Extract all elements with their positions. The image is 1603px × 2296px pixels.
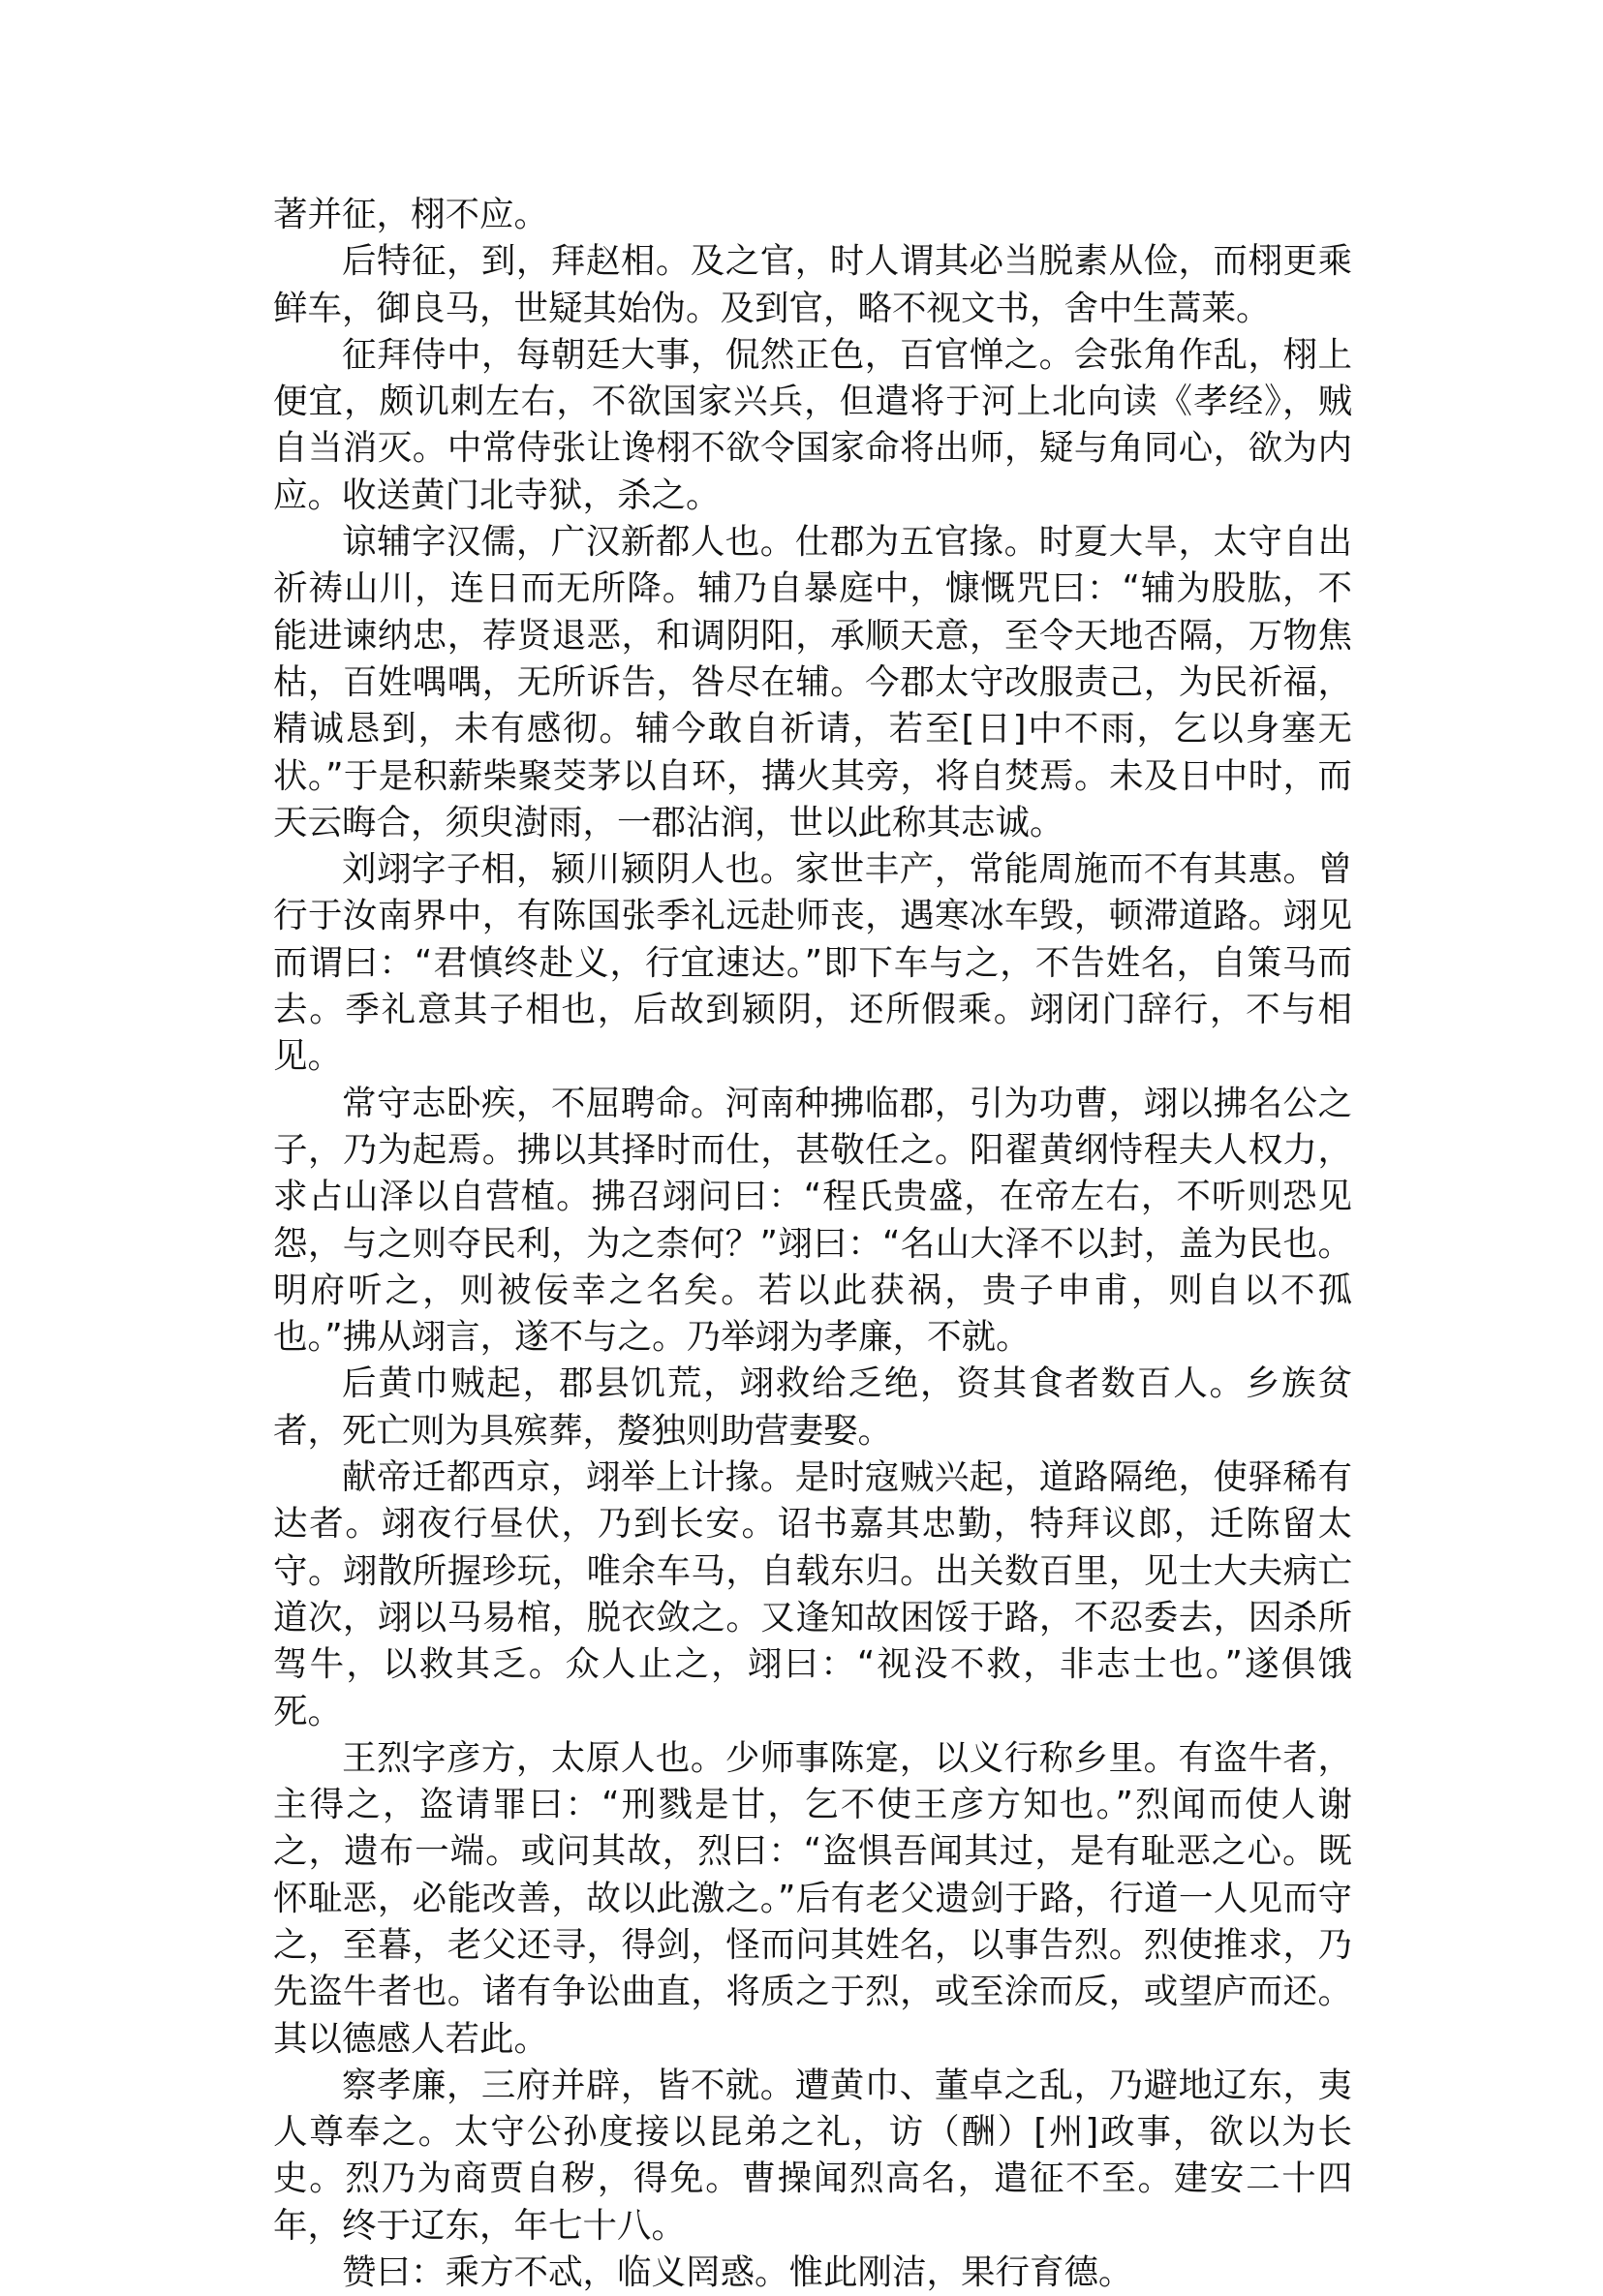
paragraph-zan: 赞曰：乘方不忒，临义罔惑。惟此刚洁，果行育德。 — [342, 2252, 1133, 2293]
paragraph: 王烈字彦方，太原人也。少师事陈寔，以义行称乡里。有盗牛者，主得之，盗请罪曰：“刑戮是甘，乞不使王彦方知也。”烈闻而使人谢之，遗布一端。或问其故，烈曰：“盗惧吾闻其过，是有耻恶之心。既怀耻恶，必能改善，故以此激之。”后有老父遗剑于路，行道一人见而守之，至暮，老父还寻，得剑，怪而问其姓名，以事告烈。烈使推求，乃先盗牛者也。诸有争讼曲直，将质之于烈，或至涂而反，或望庐而还。其以德感人若此。 — [273, 1737, 1352, 2059]
paragraph: 征拜侍中，每朝廷大事，侃然正色，百官惮之。会张角作乱，栩上便宜，颇讥刺左右，不欲国家兴兵，但遣将于河上北向读《孝经》，贼自当消灭。中常侍张让谗栩不欲令国家命将出师，疑与角同心，欲为内应。收送黄门北寺狱，杀之。 — [273, 334, 1352, 515]
paragraph: 后黄巾贼起，郡县饥荒，翊救给乏绝，资其食者数百人。乡族贫者，死亡则为具殡葬，嫠独则助营妻娶。 — [273, 1363, 1352, 1451]
paragraph: 谅辅字汉儒，广汉新都人也。仕郡为五官掾。时夏大旱，太守自出祈祷山川，连日而无所降。辅乃自暴庭中，慷慨咒曰：“辅为股肱，不能进谏纳忠，荐贤退恶，和调阴阳，承顺天意，至令天地否隔，万物焦枯，百姓喁喁，无所诉告，咎尽在辅。今郡太守改服责己，为民祈福，精诚恳到，未有感彻。辅今敢自祈请，若至[日]中不雨，乞以身塞无状。”于是积薪柴聚茭茅以自环，搆火其旁，将自焚焉。未及日中时，而天云晦合，须臾澍雨，一郡沾润，世以此称其志诚。 — [273, 522, 1352, 842]
paragraph: 刘翊字子相，颍川颍阴人也。家世丰产，常能周施而不有其惠。曾行于汝南界中，有陈国张季礼远赴师丧，遇寒冰车毁，顿滞道路。翊见而谓曰：“君慎终赴义，行宜速达。”即下车与之，不告姓名，自策马而去。季礼意其子相也，后故到颍阴，还所假乘。翊闭门辞行，不与相见。 — [273, 849, 1352, 1077]
paragraph-continuation: 著并征，栩不应。 — [273, 195, 549, 234]
paragraph: 献帝迁都西京，翊举上计掾。是时寇贼兴起，道路隔绝，使驿稀有达者。翊夜行昼伏，乃到长安。诏书嘉其忠勤，特拜议郎，迁陈留太守。翊散所握珍玩，唯余车马，自载东归。出关数百里，见士大夫病亡道次，翊以马易棺，脱衣敛之。又逢知故困馁于路，不忍委去，因杀所驾牛，以救其乏。众人止之，翊曰：“视没不救，非志士也。”遂俱饿死。 — [273, 1457, 1352, 1731]
document-page — [273, 192, 1352, 2296]
paragraph: 后特征，到，拜赵相。及之官，时人谓其必当脱素从俭，而栩更乘鲜车，御良马，世疑其始伪。及到官，略不视文书，舍中生蒿莱。 — [273, 241, 1352, 328]
paragraph: 常守志卧疾，不屈聘命。河南种拂临郡，引为功曹，翊以拂名公之子，乃为起焉。拂以其择时而仕，甚敬任之。阳翟黄纲恃程夫人权力，求占山泽以自营植。拂召翊问曰：“程氏贵盛，在帝左右，不听则恐见怨，与之则夺民利，为之柰何？”翊曰：“名山大泽不以封，盖为民也。明府听之，则被佞幸之名矣。若以此获祸，贵子申甫，则自以不孤也。”拂从翊言，遂不与之。乃举翊为孝廉，不就。 — [273, 1083, 1352, 1358]
paragraph: 察孝廉，三府并辟，皆不就。遭黄巾、董卓之乱，乃避地辽东，夷人尊奉之。太守公孙度接以昆弟之礼，访（酬）[州]政事，欲以为长史。烈乃为商贾自秽，得免。曹操闻烈高名，遣征不至。建安二十四年，终于辽东，年七十八。 — [273, 2065, 1352, 2246]
